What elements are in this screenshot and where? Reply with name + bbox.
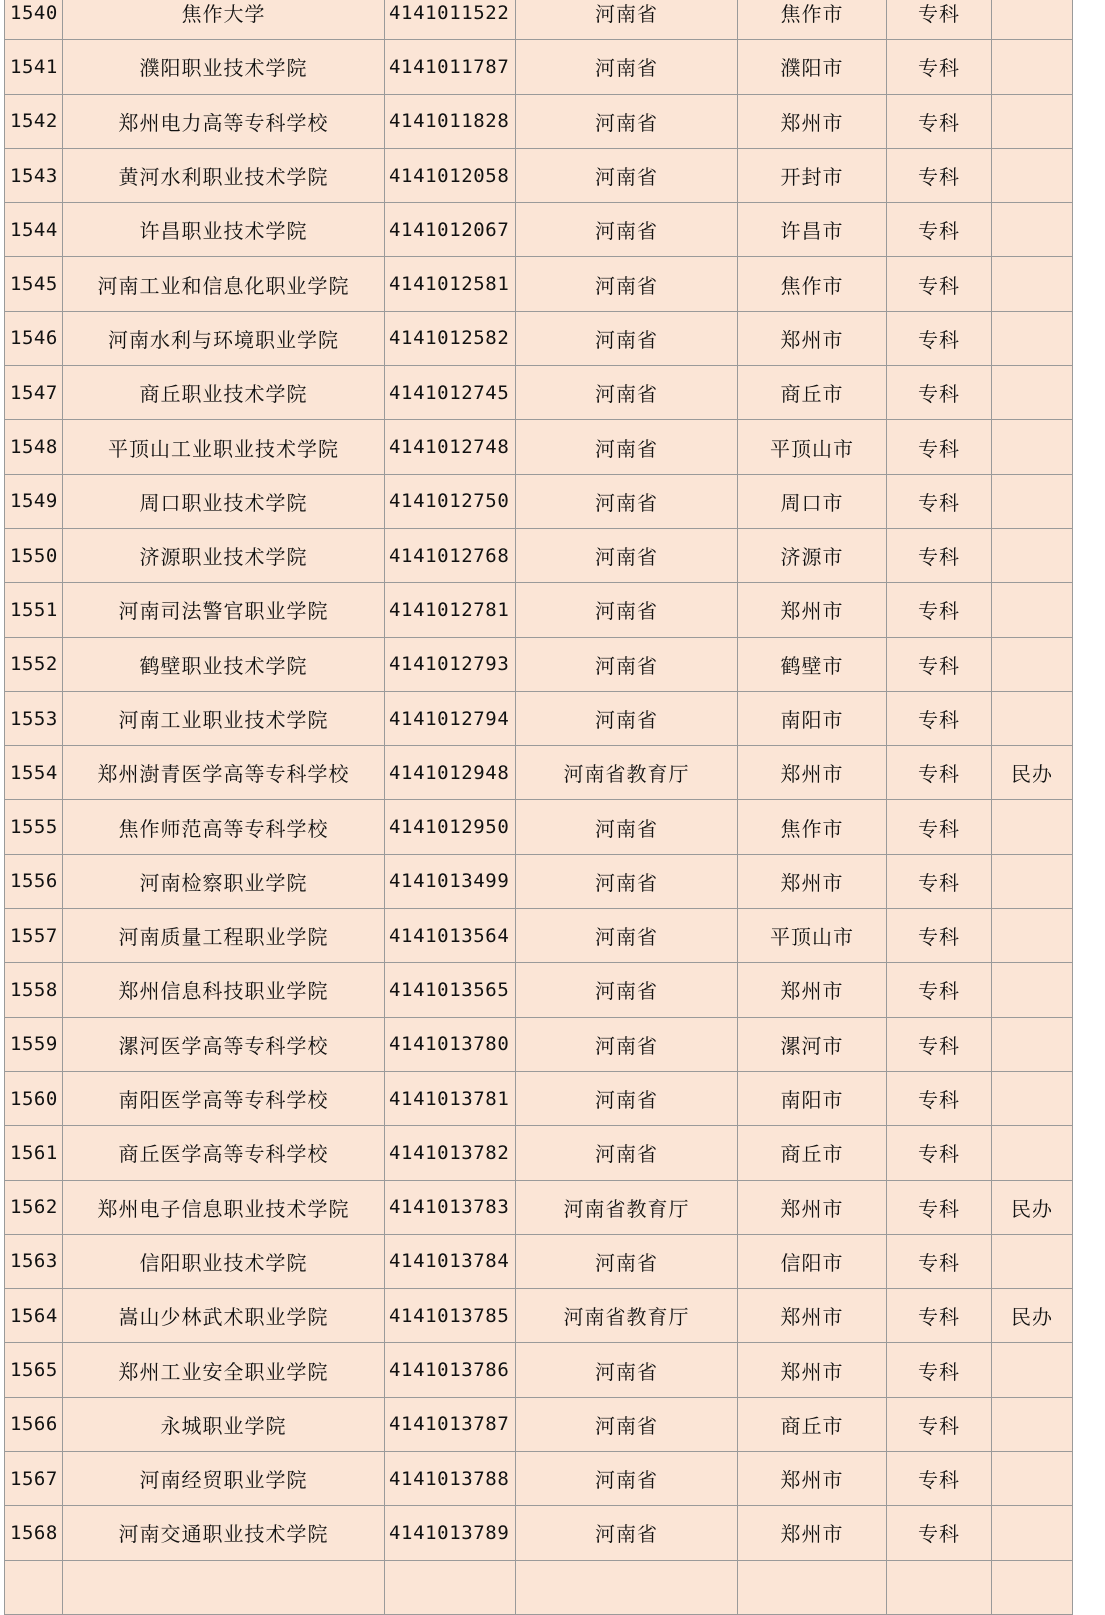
row-index-cell: 1567 — [5, 1452, 63, 1506]
row-index-cell: 1561 — [5, 1126, 63, 1180]
authority-cell: 河南省 — [516, 1343, 738, 1397]
school-code-cell: 4141012058 — [385, 148, 516, 202]
location-cell: 郑州市 — [738, 1343, 887, 1397]
location-cell: 鹤壁市 — [738, 637, 887, 691]
authority-cell: 河南省 — [516, 474, 738, 528]
note-cell — [992, 94, 1073, 148]
table-row — [5, 1126, 1073, 1180]
school-name-cell: 嵩山少林武术职业学院 — [63, 1289, 385, 1343]
level-cell: 专科 — [887, 148, 992, 202]
school-name-cell: 永城职业学院 — [63, 1397, 385, 1451]
university-list-sheet — [4, 0, 1072, 1615]
row-index-cell: 1541 — [5, 40, 63, 94]
row-index-cell: 1568 — [5, 1506, 63, 1560]
row-index-cell: 1562 — [5, 1180, 63, 1234]
authority-cell: 河南省 — [516, 800, 738, 854]
school-name-cell: 濮阳职业技术学院 — [63, 40, 385, 94]
level-cell: 专科 — [887, 528, 992, 582]
level-cell: 专科 — [887, 311, 992, 365]
school-code-cell: 4141012745 — [385, 366, 516, 420]
location-cell: 郑州市 — [738, 1452, 887, 1506]
row-index-cell: 1543 — [5, 148, 63, 202]
note-cell — [992, 366, 1073, 420]
level-cell: 专科 — [887, 1071, 992, 1125]
school-code-cell: 4141012950 — [385, 800, 516, 854]
note-cell — [992, 963, 1073, 1017]
school-code-cell: 4141012781 — [385, 583, 516, 637]
school-code-cell: 4141013564 — [385, 909, 516, 963]
university-table — [4, 0, 1073, 1615]
level-cell: 专科 — [887, 474, 992, 528]
note-cell — [992, 909, 1073, 963]
school-code-cell: 4141011828 — [385, 94, 516, 148]
school-code-cell: 4141013786 — [385, 1343, 516, 1397]
note-cell — [992, 854, 1073, 908]
school-code-cell: 4141013499 — [385, 854, 516, 908]
school-code-cell: 4141012793 — [385, 637, 516, 691]
school-name-cell: 鹤壁职业技术学院 — [63, 637, 385, 691]
school-name-cell: 许昌职业技术学院 — [63, 203, 385, 257]
location-cell: 平顶山市 — [738, 909, 887, 963]
authority-cell: 河南省 — [516, 1017, 738, 1071]
level-cell: 专科 — [887, 909, 992, 963]
table-row — [5, 0, 1073, 40]
row-index-cell: 1555 — [5, 800, 63, 854]
note-cell — [992, 0, 1073, 40]
note-cell — [992, 1452, 1073, 1506]
table-row — [5, 1452, 1073, 1506]
location-cell: 郑州市 — [738, 311, 887, 365]
location-cell: 信阳市 — [738, 1234, 887, 1288]
school-name-cell: 平顶山工业职业技术学院 — [63, 420, 385, 474]
table-row — [5, 311, 1073, 365]
location-cell: 济源市 — [738, 528, 887, 582]
table-row — [5, 1180, 1073, 1234]
note-cell — [992, 528, 1073, 582]
level-cell: 专科 — [887, 746, 992, 800]
school-name-cell: 河南工业和信息化职业学院 — [63, 257, 385, 311]
school-name-cell: 黄河水利职业技术学院 — [63, 148, 385, 202]
school-name-cell: 郑州电力高等专科学校 — [63, 94, 385, 148]
row-index-cell: 1563 — [5, 1234, 63, 1288]
table-row — [5, 800, 1073, 854]
table-row — [5, 1017, 1073, 1071]
school-name-cell: 河南检察职业学院 — [63, 854, 385, 908]
authority-cell: 河南省 — [516, 366, 738, 420]
school-code-cell: 4141013787 — [385, 1397, 516, 1451]
school-code-cell: 4141013782 — [385, 1126, 516, 1180]
table-row — [5, 148, 1073, 202]
school-name-cell: 河南质量工程职业学院 — [63, 909, 385, 963]
authority-cell: 河南省 — [516, 1452, 738, 1506]
row-index-cell: 1566 — [5, 1397, 63, 1451]
authority-cell: 河南省教育厅 — [516, 1289, 738, 1343]
school-code-cell: 4141011787 — [385, 40, 516, 94]
level-cell: 专科 — [887, 1126, 992, 1180]
school-name-cell: 河南司法警官职业学院 — [63, 583, 385, 637]
table-row — [5, 366, 1073, 420]
authority-cell: 河南省教育厅 — [516, 746, 738, 800]
row-index-cell: 1556 — [5, 854, 63, 908]
location-cell: 郑州市 — [738, 583, 887, 637]
row-index-cell: 1557 — [5, 909, 63, 963]
level-cell: 专科 — [887, 1017, 992, 1071]
note-cell — [992, 474, 1073, 528]
school-name-cell: 信阳职业技术学院 — [63, 1234, 385, 1288]
school-code-cell: 4141013565 — [385, 963, 516, 1017]
school-code-cell: 4141012748 — [385, 420, 516, 474]
authority-cell — [516, 1560, 738, 1614]
location-cell: 濮阳市 — [738, 40, 887, 94]
note-cell: 民办 — [992, 1289, 1073, 1343]
school-name-cell: 河南工业职业技术学院 — [63, 691, 385, 745]
row-index-cell: 1564 — [5, 1289, 63, 1343]
row-index-cell: 1549 — [5, 474, 63, 528]
school-name-cell: 商丘医学高等专科学校 — [63, 1126, 385, 1180]
note-cell — [992, 1017, 1073, 1071]
school-code-cell: 4141012768 — [385, 528, 516, 582]
level-cell: 专科 — [887, 94, 992, 148]
row-index-cell: 1560 — [5, 1071, 63, 1125]
row-index-cell: 1546 — [5, 311, 63, 365]
location-cell: 郑州市 — [738, 94, 887, 148]
level-cell: 专科 — [887, 420, 992, 474]
row-index-cell: 1550 — [5, 528, 63, 582]
level-cell: 专科 — [887, 583, 992, 637]
school-code-cell: 4141012067 — [385, 203, 516, 257]
authority-cell: 河南省 — [516, 148, 738, 202]
note-cell — [992, 583, 1073, 637]
school-code-cell: 4141013789 — [385, 1506, 516, 1560]
note-cell — [992, 40, 1073, 94]
location-cell — [738, 1560, 887, 1614]
location-cell: 商丘市 — [738, 1397, 887, 1451]
note-cell — [992, 1234, 1073, 1288]
authority-cell: 河南省 — [516, 203, 738, 257]
school-name-cell: 郑州电子信息职业技术学院 — [63, 1180, 385, 1234]
row-index-cell: 1552 — [5, 637, 63, 691]
location-cell: 开封市 — [738, 148, 887, 202]
school-code-cell: 4141012581 — [385, 257, 516, 311]
authority-cell: 河南省 — [516, 94, 738, 148]
table-row — [5, 94, 1073, 148]
level-cell: 专科 — [887, 366, 992, 420]
note-cell — [992, 1343, 1073, 1397]
authority-cell: 河南省 — [516, 854, 738, 908]
row-index-cell: 1551 — [5, 583, 63, 637]
location-cell: 商丘市 — [738, 1126, 887, 1180]
table-row — [5, 583, 1073, 637]
location-cell: 郑州市 — [738, 1180, 887, 1234]
table-row — [5, 637, 1073, 691]
note-cell — [992, 420, 1073, 474]
school-code-cell: 4141012794 — [385, 691, 516, 745]
row-index-cell: 1558 — [5, 963, 63, 1017]
authority-cell: 河南省 — [516, 1506, 738, 1560]
note-cell — [992, 1397, 1073, 1451]
table-row — [5, 963, 1073, 1017]
school-name-cell: 焦作师范高等专科学校 — [63, 800, 385, 854]
authority-cell: 河南省 — [516, 1071, 738, 1125]
note-cell — [992, 691, 1073, 745]
table-row — [5, 40, 1073, 94]
authority-cell: 河南省 — [516, 963, 738, 1017]
table-row — [5, 746, 1073, 800]
school-code-cell: 4141011522 — [385, 0, 516, 40]
level-cell: 专科 — [887, 203, 992, 257]
authority-cell: 河南省 — [516, 40, 738, 94]
table-row — [5, 528, 1073, 582]
location-cell: 焦作市 — [738, 257, 887, 311]
school-code-cell: 4141013788 — [385, 1452, 516, 1506]
location-cell: 许昌市 — [738, 203, 887, 257]
level-cell: 专科 — [887, 1180, 992, 1234]
location-cell: 焦作市 — [738, 800, 887, 854]
authority-cell: 河南省 — [516, 257, 738, 311]
location-cell: 郑州市 — [738, 854, 887, 908]
school-name-cell: 漯河医学高等专科学校 — [63, 1017, 385, 1071]
note-cell — [992, 203, 1073, 257]
location-cell: 郑州市 — [738, 963, 887, 1017]
row-index-cell: 1548 — [5, 420, 63, 474]
school-name-cell: 河南经贸职业学院 — [63, 1452, 385, 1506]
school-code-cell: 4141013783 — [385, 1180, 516, 1234]
table-row — [5, 203, 1073, 257]
school-name-cell: 焦作大学 — [63, 0, 385, 40]
school-name-cell: 济源职业技术学院 — [63, 528, 385, 582]
school-name-cell: 郑州工业安全职业学院 — [63, 1343, 385, 1397]
school-name-cell: 南阳医学高等专科学校 — [63, 1071, 385, 1125]
note-cell: 民办 — [992, 1180, 1073, 1234]
authority-cell: 河南省 — [516, 420, 738, 474]
table-row — [5, 1397, 1073, 1451]
location-cell: 郑州市 — [738, 746, 887, 800]
note-cell — [992, 1560, 1073, 1614]
school-code-cell: 4141013780 — [385, 1017, 516, 1071]
note-cell — [992, 148, 1073, 202]
authority-cell: 河南省 — [516, 528, 738, 582]
level-cell: 专科 — [887, 691, 992, 745]
note-cell — [992, 637, 1073, 691]
table-row — [5, 1506, 1073, 1560]
level-cell: 专科 — [887, 854, 992, 908]
note-cell — [992, 1506, 1073, 1560]
authority-cell: 河南省 — [516, 1234, 738, 1288]
school-code-cell: 4141013784 — [385, 1234, 516, 1288]
row-index-cell: 1553 — [5, 691, 63, 745]
level-cell: 专科 — [887, 0, 992, 40]
authority-cell: 河南省 — [516, 691, 738, 745]
row-index-cell — [5, 1560, 63, 1614]
school-name-cell: 商丘职业技术学院 — [63, 366, 385, 420]
row-index-cell: 1542 — [5, 94, 63, 148]
table-body — [5, 0, 1073, 1614]
school-code-cell: 4141012948 — [385, 746, 516, 800]
table-row — [5, 1560, 1073, 1614]
table-row — [5, 691, 1073, 745]
school-name-cell: 河南水利与环境职业学院 — [63, 311, 385, 365]
level-cell: 专科 — [887, 1452, 992, 1506]
level-cell: 专科 — [887, 1397, 992, 1451]
table-row — [5, 1234, 1073, 1288]
school-code-cell: 4141012582 — [385, 311, 516, 365]
location-cell: 商丘市 — [738, 366, 887, 420]
level-cell — [887, 1560, 992, 1614]
school-name-cell: 周口职业技术学院 — [63, 474, 385, 528]
row-index-cell: 1565 — [5, 1343, 63, 1397]
authority-cell: 河南省 — [516, 637, 738, 691]
school-code-cell: 4141013785 — [385, 1289, 516, 1343]
note-cell — [992, 311, 1073, 365]
row-index-cell: 1544 — [5, 203, 63, 257]
note-cell — [992, 1071, 1073, 1125]
location-cell: 南阳市 — [738, 1071, 887, 1125]
row-index-cell: 1545 — [5, 257, 63, 311]
row-index-cell: 1540 — [5, 0, 63, 40]
authority-cell: 河南省 — [516, 909, 738, 963]
level-cell: 专科 — [887, 963, 992, 1017]
authority-cell: 河南省 — [516, 583, 738, 637]
note-cell — [992, 257, 1073, 311]
note-cell — [992, 800, 1073, 854]
level-cell: 专科 — [887, 800, 992, 854]
note-cell: 民办 — [992, 746, 1073, 800]
school-code-cell: 4141013781 — [385, 1071, 516, 1125]
school-name-cell: 郑州澍青医学高等专科学校 — [63, 746, 385, 800]
location-cell: 焦作市 — [738, 0, 887, 40]
level-cell: 专科 — [887, 1289, 992, 1343]
authority-cell: 河南省 — [516, 1126, 738, 1180]
authority-cell: 河南省 — [516, 1397, 738, 1451]
table-row — [5, 1289, 1073, 1343]
authority-cell: 河南省 — [516, 311, 738, 365]
school-name-cell — [63, 1560, 385, 1614]
note-cell — [992, 1126, 1073, 1180]
table-row — [5, 474, 1073, 528]
school-name-cell: 河南交通职业技术学院 — [63, 1506, 385, 1560]
table-row — [5, 854, 1073, 908]
row-index-cell: 1559 — [5, 1017, 63, 1071]
location-cell: 周口市 — [738, 474, 887, 528]
level-cell: 专科 — [887, 1506, 992, 1560]
level-cell: 专科 — [887, 1343, 992, 1397]
level-cell: 专科 — [887, 1234, 992, 1288]
location-cell: 南阳市 — [738, 691, 887, 745]
school-name-cell: 郑州信息科技职业学院 — [63, 963, 385, 1017]
location-cell: 平顶山市 — [738, 420, 887, 474]
location-cell: 漯河市 — [738, 1017, 887, 1071]
level-cell: 专科 — [887, 637, 992, 691]
table-row — [5, 1343, 1073, 1397]
authority-cell: 河南省 — [516, 0, 738, 40]
row-index-cell: 1547 — [5, 366, 63, 420]
table-row — [5, 257, 1073, 311]
location-cell: 郑州市 — [738, 1506, 887, 1560]
table-row — [5, 909, 1073, 963]
row-index-cell: 1554 — [5, 746, 63, 800]
authority-cell: 河南省教育厅 — [516, 1180, 738, 1234]
level-cell: 专科 — [887, 257, 992, 311]
location-cell: 郑州市 — [738, 1289, 887, 1343]
level-cell: 专科 — [887, 40, 992, 94]
table-row — [5, 1071, 1073, 1125]
table-row — [5, 420, 1073, 474]
school-code-cell: 4141012750 — [385, 474, 516, 528]
school-code-cell — [385, 1560, 516, 1614]
